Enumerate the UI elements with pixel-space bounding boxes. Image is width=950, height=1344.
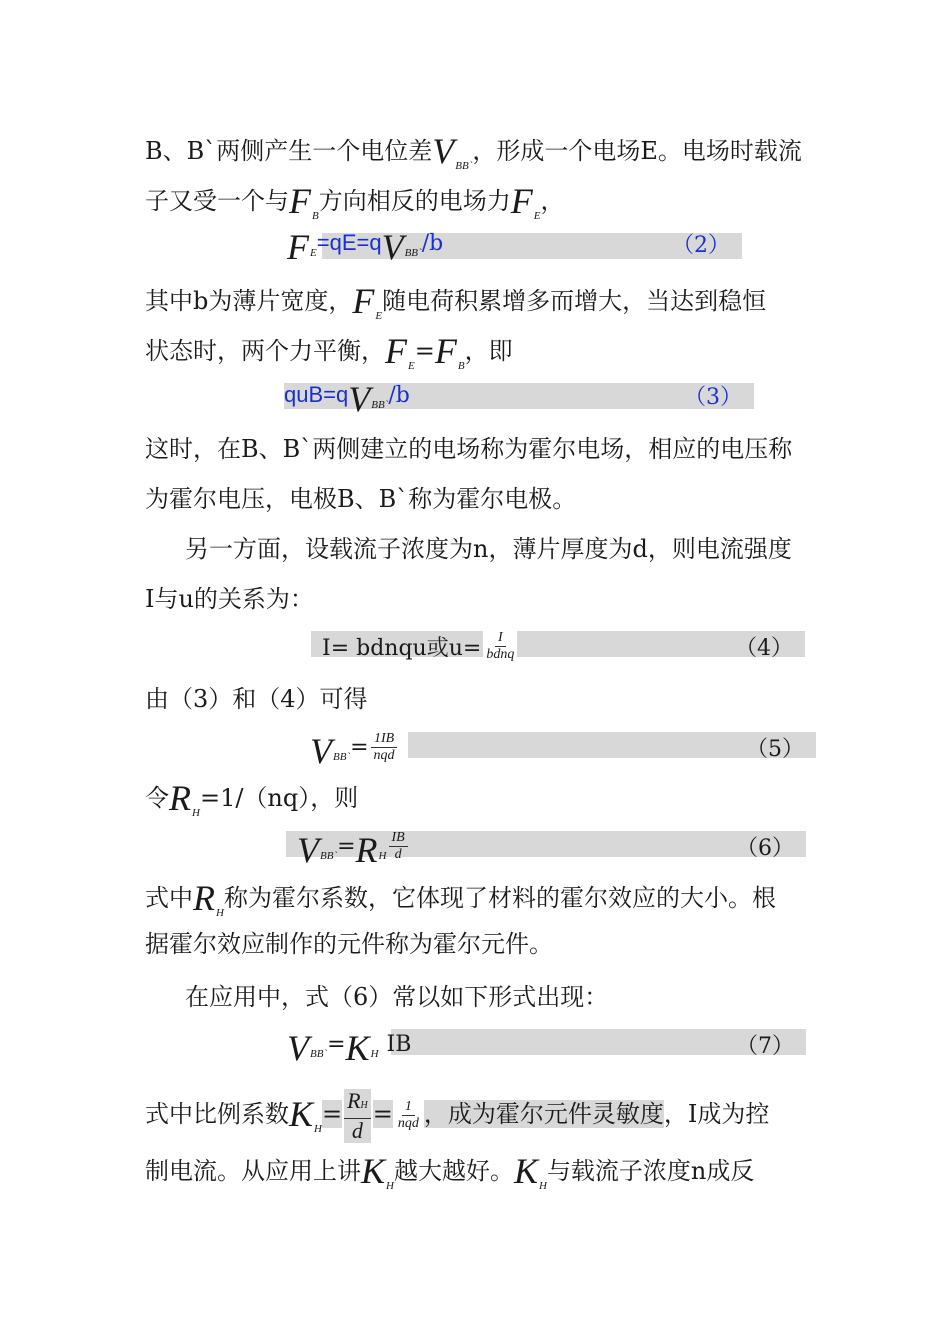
- symbol-V: V: [287, 1028, 309, 1068]
- equation-number: （6）: [736, 835, 794, 861]
- symbol-R: R: [355, 830, 378, 870]
- fraction-numerator: IB: [389, 830, 408, 847]
- subscript-E: E: [533, 210, 541, 222]
- text: ，成为: [423, 1100, 496, 1128]
- symbol-K: K: [513, 1151, 538, 1191]
- text-line-1: [145, 125, 815, 172]
- text-line-4: [145, 325, 815, 372]
- subscript-H: H: [360, 1099, 368, 1111]
- equals-sign: =: [327, 1031, 346, 1057]
- equals-sign: =: [414, 337, 435, 365]
- equation-5: [310, 725, 816, 769]
- subscript-BB: BB`: [310, 1048, 328, 1060]
- subscript-H: H: [314, 1123, 322, 1135]
- fraction: [371, 731, 398, 764]
- fraction-denominator: bdnq: [486, 646, 515, 662]
- fraction-numerator: 1: [402, 1099, 415, 1116]
- text: 越大越好。: [393, 1157, 514, 1185]
- equation-tail: /b: [421, 230, 444, 256]
- text-line-8: I与u的关系为：: [145, 585, 314, 613]
- subscript-BB: BB`: [455, 160, 473, 172]
- equation-text: =qE=q: [316, 230, 382, 255]
- text: 式中比例系数: [145, 1100, 289, 1128]
- text-line-13: 在应用中，式（6）常以如下形式出现：: [185, 983, 609, 1011]
- text: 称为霍尔系数，它体现了材料的霍尔效应的大小。根: [223, 884, 776, 912]
- equals-sign: =: [337, 833, 356, 859]
- text-line-10: [145, 772, 815, 819]
- subscript-E: E: [408, 360, 415, 372]
- equation-number: （2）: [672, 232, 730, 258]
- text: 方向相反的电场力: [318, 187, 511, 215]
- symbol-V: V: [432, 131, 455, 171]
- symbol-K: K: [345, 1028, 370, 1068]
- equals-sign: =: [372, 1100, 393, 1128]
- text: ，I成为控: [663, 1100, 770, 1128]
- equation-tail: /b: [388, 382, 410, 408]
- symbol-V: V: [381, 227, 404, 267]
- symbol-F: F: [289, 181, 311, 221]
- symbol-F: F: [434, 331, 457, 371]
- subscript-BB: BB`: [333, 751, 351, 763]
- text: ，: [540, 187, 565, 215]
- fraction-denominator: d: [394, 846, 402, 862]
- fraction-numerator: I: [495, 630, 506, 647]
- equation-4: [322, 626, 805, 666]
- fraction: [344, 1089, 371, 1143]
- symbol-R: R: [193, 878, 215, 918]
- text: =1/（nq），则: [199, 784, 359, 812]
- fraction-denominator: nqd: [373, 747, 395, 763]
- subscript-H: H: [370, 1048, 379, 1060]
- fraction-numerator: 1IB: [371, 731, 397, 748]
- subscript-E: E: [310, 247, 317, 259]
- symbol-V: V: [297, 830, 319, 870]
- text-line-7: 另一方面，设载流子浓度为n，薄片厚度为d，则电流强度: [185, 535, 792, 563]
- symbol-R: R: [347, 1087, 361, 1113]
- equation-2: [287, 227, 742, 267]
- symbol-F: F: [287, 227, 309, 267]
- equation-6: [297, 825, 806, 870]
- text: ，形成一个电场E。电场时载流: [472, 137, 802, 165]
- text-line-2: [145, 175, 815, 222]
- fraction-denominator: d: [351, 1117, 363, 1143]
- equation-3: [284, 379, 754, 419]
- fraction: [395, 1099, 422, 1132]
- text: B、B`两侧产生一个电位差: [145, 137, 433, 165]
- text-line-14: [145, 1082, 815, 1143]
- equation-number: （5）: [746, 736, 804, 762]
- text: 制电流。从应用上讲: [145, 1157, 361, 1185]
- text-line-5: 这时，在B、B`两侧建立的电场称为霍尔电场，相应的电压称: [145, 435, 793, 463]
- text: 其中b为薄片宽度，: [145, 287, 353, 315]
- symbol-R: R: [169, 778, 191, 818]
- text-line-3: [145, 275, 815, 322]
- text: ，即: [464, 337, 513, 365]
- subscript-H: H: [378, 850, 387, 862]
- equation-text: IB: [386, 1031, 412, 1057]
- equation-text: quB=q: [284, 382, 349, 407]
- symbol-F: F: [385, 331, 407, 371]
- subscript-BB: BB`: [320, 850, 338, 862]
- highlighted-term: 霍尔元件灵敏度: [495, 1100, 664, 1128]
- fraction: [389, 830, 408, 863]
- equation-number: （3）: [684, 384, 742, 410]
- subscript-H: H: [216, 907, 224, 919]
- equals-sign: =: [321, 1100, 343, 1128]
- text-line-11: [145, 872, 815, 919]
- subscript-B: B: [457, 360, 465, 372]
- text-line-15: [145, 1145, 815, 1192]
- fraction-numerator: [344, 1089, 371, 1119]
- symbol-K: K: [289, 1094, 314, 1134]
- subscript-B: B: [312, 210, 319, 222]
- text-line-6: 为霍尔电压，电极B、B`称为霍尔电极。: [145, 485, 577, 513]
- subscript-H: H: [538, 1180, 547, 1192]
- text: 式中: [145, 884, 193, 912]
- subscript-BB: BB`: [404, 247, 422, 259]
- equation-number: （7）: [736, 1033, 794, 1059]
- text-line-9: 由（3）和（4）可得: [145, 685, 368, 713]
- subscript-BB: BB`: [371, 399, 389, 411]
- subscript-H: H: [192, 807, 200, 819]
- equation-text: I= bdnqu或u=: [322, 635, 482, 661]
- equation-number: （4）: [735, 635, 793, 661]
- text: 子又受一个与: [145, 187, 289, 215]
- symbol-F: F: [510, 181, 533, 221]
- equals-sign: =: [350, 734, 369, 760]
- text: 随电荷积累增多而增大，当达到稳恒: [382, 287, 767, 315]
- text: 状态时，两个力平衡，: [145, 337, 385, 365]
- text-line-12: 据霍尔效应制作的元件称为霍尔元件。: [145, 930, 553, 958]
- text: 令: [145, 784, 169, 812]
- equation-7: [287, 1025, 806, 1068]
- text: 与载流子浓度n成反: [546, 1157, 755, 1185]
- subscript-E: E: [375, 310, 383, 322]
- fraction: [483, 630, 517, 663]
- symbol-V: V: [348, 379, 371, 419]
- symbol-F: F: [352, 281, 375, 321]
- subscript-H: H: [386, 1180, 394, 1192]
- symbol-K: K: [361, 1151, 386, 1191]
- fraction-denominator: nqd: [397, 1116, 419, 1131]
- symbol-V: V: [310, 731, 332, 771]
